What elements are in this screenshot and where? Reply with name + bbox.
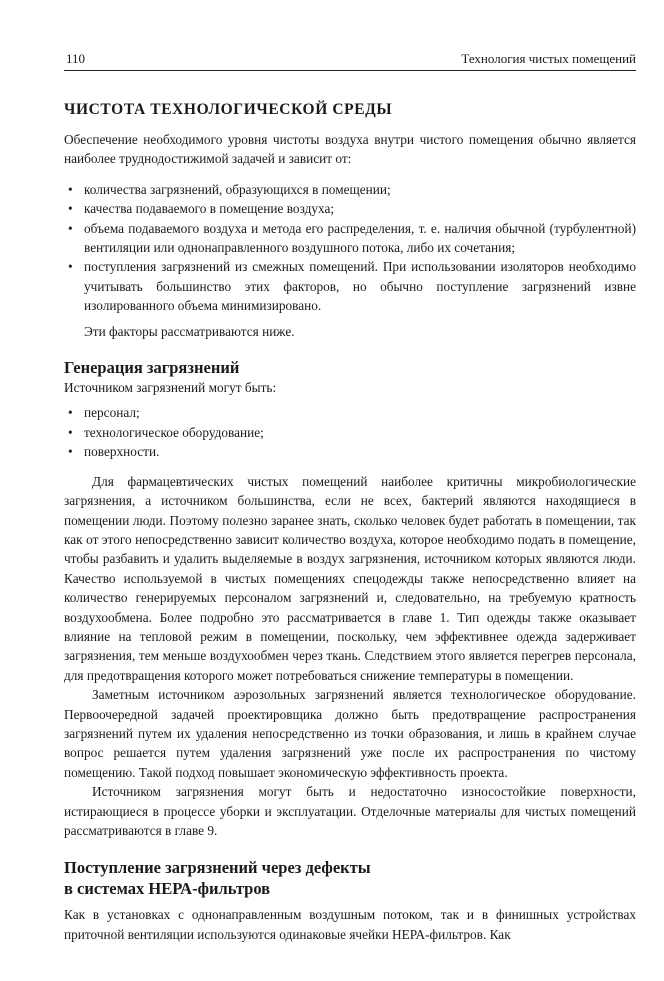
section-heading-generation: Генерация загрязнений [64, 358, 240, 378]
list-item: • персонал; [64, 403, 636, 422]
page-content [64, 100, 636, 944]
sources-list [64, 403, 636, 461]
factors-list [64, 180, 636, 316]
running-title: Технология чистых помещений [461, 51, 636, 66]
list-item: • качества подаваемого в помещение воздуха; [64, 199, 636, 218]
paragraph-surfaces: Источником загрязнения могут быть и недостаточно износостойкие поверхности, истирающиеся в процессе уборки и эксплуатации. Отделочные материалы для чистых помещений рассматриваются в главе 9. [64, 784, 636, 838]
list-item: • объема подаваемого воздуха и метода его распределения, т. е. наличия обычной (турбулентной) вентиляции или однонаправленного воздушного потока, либо их сочетания; [64, 219, 636, 258]
section2-intro: Источником загрязнений могут быть: [64, 380, 277, 396]
list-item: • поступления загрязнений из смежных помещений. При использовании изоляторов необходимо учитывать большинство этих факторов, но обычно поступление загрязнений извне изолированного объема минимизировано. [64, 257, 636, 315]
list-item: • технологическое оборудование; [64, 423, 636, 442]
paragraph-personnel: Для фармацевтических чистых помещений наиболее критичны микробиологические загрязнения, а источником большинства, если не всех, бактерий являются находящиеся в помещении люди. Поэтому полезно заранее знать, сколько человек будет работать в помещении, так как от этого непосредственно зависит количество воздуха, которое необходимо подать в помещение, чтобы разбавить и удалить выделяемые в воздух загрязнения, источником которых являются люди. Качество используемой в чистых помещениях спецодежды также непосредственно влияет на количество генерируемых персоналом загрязнений и, следовательно, на требуемую кратность воздухообмена. Более подробно это рассматривается в главе 1. Тип одежды также оказывает влияние на тепловой режим в помещении, поскольку, чем эффективнее одежда задерживает загрязнения, тем меньше воздухообмен через ткань. Следствием этого является перегрев персонала, для предотвращения которого может потребоваться снижение температуры в помещении. [64, 473, 636, 683]
page-number: 110 [66, 51, 86, 66]
section1-closing: Эти факторы рассматриваются ниже. [84, 323, 295, 339]
section-heading-hepa [64, 857, 636, 899]
list-item: • поверхности. [64, 442, 636, 461]
paragraph-equipment: Заметным источником аэрозольных загрязнений является технологическое оборудование. Первоочередной задачей проектировщика должно быть предотвращение распространения загрязнений путем их удаления непосредственно из точки образования, и лишь в крайнем случае вопрос решается путем удаления загрязнений уже после их распространения по чистому помещению. Такой подход повышает экономическую эффективность проекта. [64, 687, 636, 780]
section1-intro: Обеспечение необходимого уровня чистоты воздуха внутри чистого помещения обычно является наиболее труднодостижимой задачей и зависит от: [64, 132, 636, 167]
list-item: • количества загрязнений, образующихся в помещении; [64, 180, 636, 199]
section-heading-hepa-line1: Поступление загрязнений через дефекты [64, 858, 371, 878]
running-header [64, 48, 636, 71]
section-heading-hepa-line2: в системах НЕРА-фильтров [64, 879, 271, 899]
paragraph-hepa: Как в установках с однонаправленным воздушным потоком, так и в финишных устройствах приточной вентиляции используются одинаковые ячейки НЕРА-фильтров. Как [64, 907, 636, 942]
section-heading-cleanliness: ЧИСТОТА ТЕХНОЛОГИЧЕСКОЙ СРЕДЫ [64, 101, 393, 118]
